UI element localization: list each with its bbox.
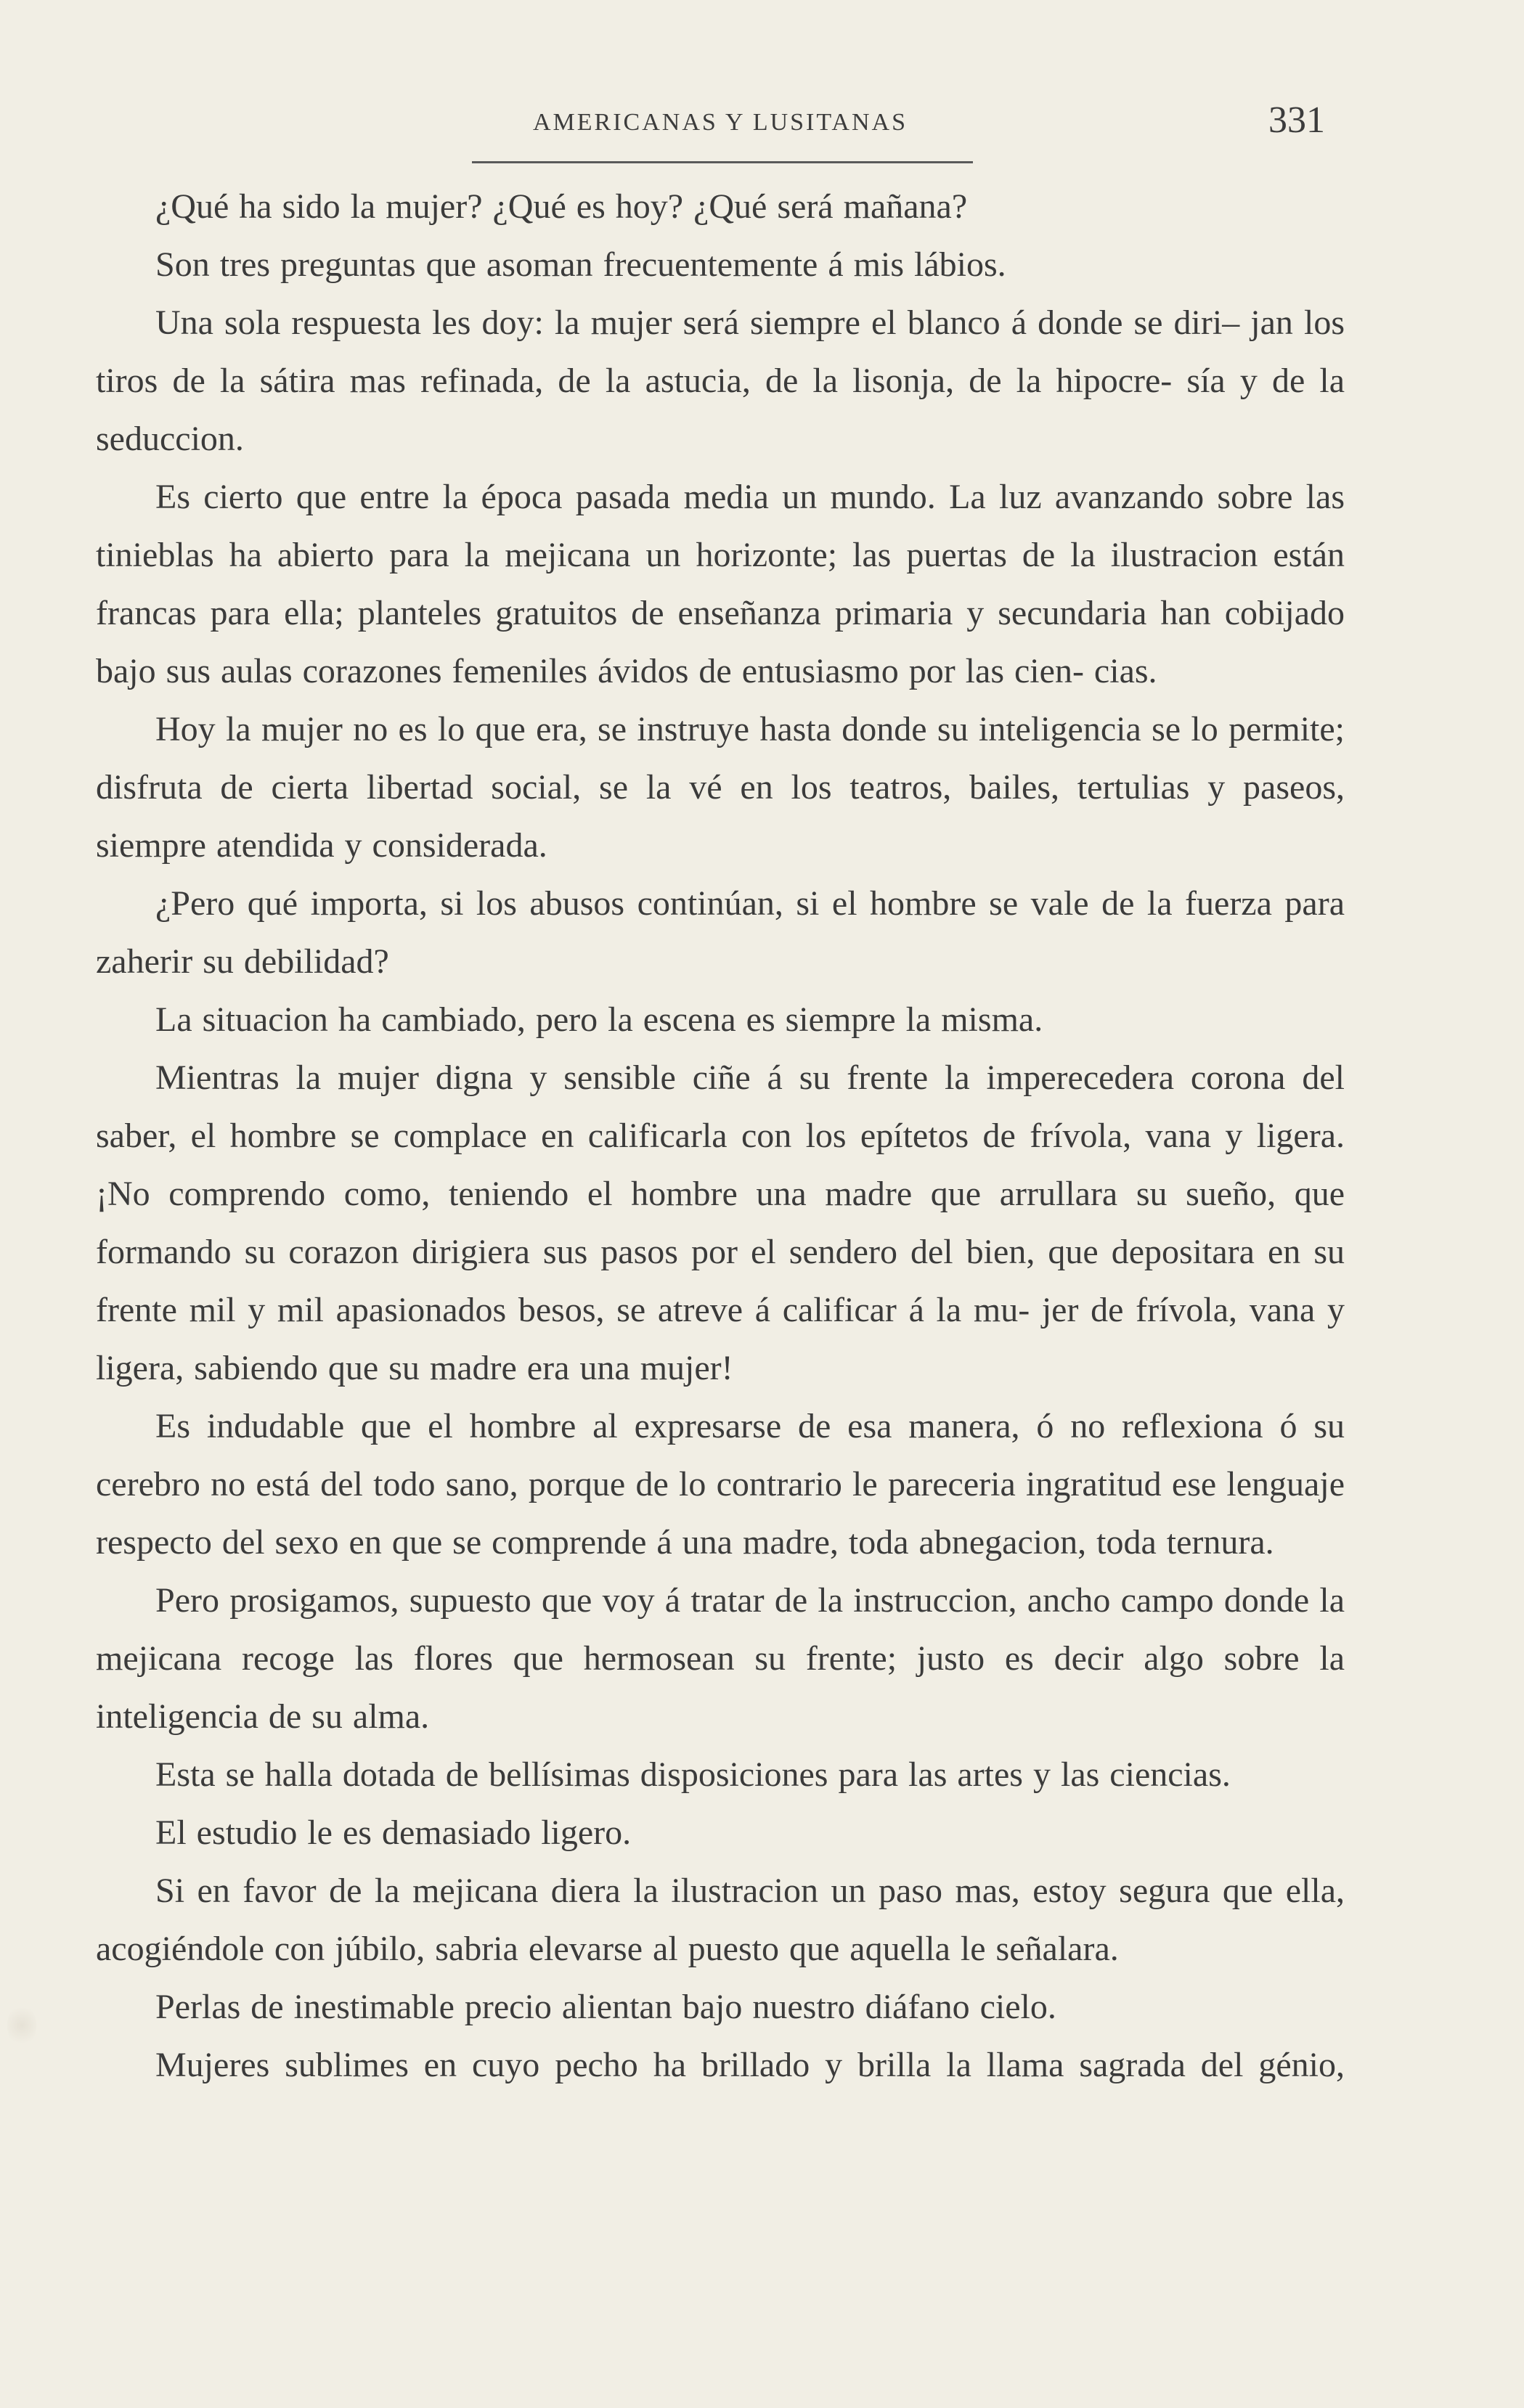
paragraph: ¿Pero qué importa, si los abusos continúan, si el hombre se vale de la fuerza para zaherir su debilidad? bbox=[96, 884, 1345, 981]
paragraph: Si en favor de la mejicana diera la ilustracion un paso mas, estoy segura que ella, acogiéndole con júbilo, sabria elevarse al puesto que aquella le señalara. bbox=[96, 1872, 1345, 1968]
paragraph: Es cierto que entre la época pasada media un mundo. La luz avanzando sobre las tinieblas ha abierto para la mejicana un horizonte; las puertas de la ilustracion están francas para ella; planteles gratuitos de enseñanza primaria y secundaria han cobijado bajo sus aulas corazones femeniles ávidos de entusiasmo por las cien- cias. bbox=[96, 478, 1345, 690]
paragraph: Esta se halla dotada de bellísimas disposiciones para las artes y las ciencias. bbox=[155, 1755, 1231, 1794]
paragraph: ¿Qué ha sido la mujer? ¿Qué es hoy? ¿Qué será mañana? bbox=[155, 187, 968, 226]
paragraph: Mujeres sublimes en cuyo pecho ha brillado y brilla la llama sagrada del génio, bbox=[155, 2046, 1345, 2084]
header-rule bbox=[472, 161, 973, 163]
paragraph: Perlas de inestimable precio alientan bajo nuestro diáfano cielo. bbox=[155, 1988, 1056, 2026]
paragraph: Mientras la mujer digna y sensible ciñe á su frente la imperecedera corona del saber, el hombre se complace en calificarla con los epítetos de frívola, vana y ligera. ¡No comprendo como, teniendo el hombre una madre que arrullara su sueño, que formando su corazon dirigiera sus pasos por el sendero del bien, que depositara en su frente mil y mil apasionados besos, se atreve á calificar á la mu- jer de frívola, vana y ligera, sabiendo que su madre era una mujer! bbox=[96, 1058, 1345, 1387]
paper-stain bbox=[7, 2004, 36, 2047]
paragraph: La situacion ha cambiado, pero la escena es siempre la misma. bbox=[155, 1000, 1043, 1039]
body-text bbox=[96, 178, 1345, 2094]
paragraph: El estudio le es demasiado ligero. bbox=[155, 1813, 632, 1852]
page-number: 331 bbox=[1268, 99, 1325, 141]
paragraph: Son tres preguntas que asoman frecuentemente á mis lábios. bbox=[155, 245, 1006, 284]
running-title: AMERICANAS Y LUSITANAS bbox=[532, 109, 908, 136]
paragraph: Pero prosigamos, supuesto que voy á tratar de la instruccion, ancho campo donde la mejicana recoge las flores que hermosean su frente; justo es decir algo sobre la inteligencia de su alma. bbox=[96, 1581, 1345, 1736]
paragraph: Hoy la mujer no es lo que era, se instruye hasta donde su inteligencia se lo permite; disfruta de cierta libertad social, se la vé en los teatros, bailes, tertulias y paseos, siempre atendida y considerada. bbox=[96, 710, 1345, 865]
paragraph: Es indudable que el hombre al expresarse de esa manera, ó no reflexiona ó su cerebro no está del todo sano, porque de lo contrario le pareceria ingratitud ese lenguaje respecto del sexo en que se comprende á una madre, toda abnegacion, toda ternura. bbox=[96, 1407, 1345, 1562]
paragraph: Una sola respuesta les doy: la mujer será siempre el blanco á donde se diri– jan los tiros de la sátira mas refinada, de la astucia, de la lisonja, de la hipocre- sía y de la seduccion. bbox=[96, 303, 1345, 458]
